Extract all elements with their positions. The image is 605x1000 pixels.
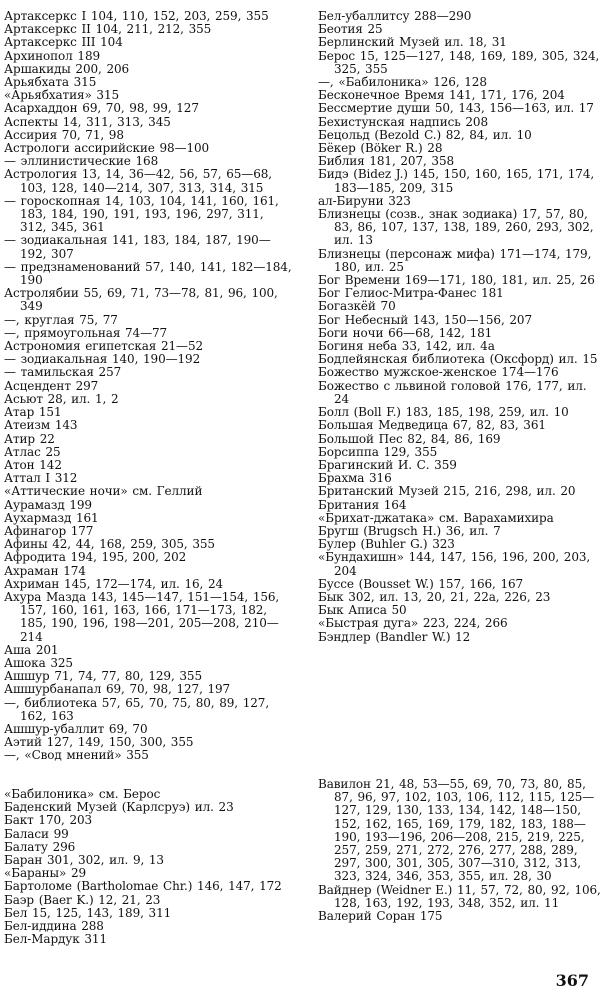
index-entry: Бартоломе (Bartholomae Chr.) 146, 147, 172 [4,879,282,894]
index-entry: Библия 181, 207, 358 [318,154,455,169]
index-entry: Ахраман 174 [4,563,86,578]
index-entry: Бёкер (Böker R.) 28 [318,141,443,156]
index-entry: Бесконечное Время 141, 171, 176, 204 [318,88,565,103]
index-entry: Вавилон 21, 48, 53—55, 69, 70, 73, 80, 85, 87, 96, 97, 102, 103, 106, 112, 115, 125—127, 129, 130, 133, 134, 142, 148—150, 152, 162, 165, 169, 179, 182, 183, 188—190, 193—196, 206—208, 215, 219, 225, 257, 259, 271, 272, 276, 277, 288, 289, 297, 300, 301, 305, 307—310, 312, 313, 323, 324, 346, 353, 355, ил. 28, 30 [318,777,595,884]
index-entry: Бог Времени 169—171, 180, 181, ил. 25, 26 [318,273,595,288]
index-entry: Афины 42, 44, 168, 259, 305, 355 [4,537,215,552]
index-entry: Астрономия египетская 21—52 [4,339,204,354]
index-entry: Ашока 325 [4,655,73,670]
index-entry: Бел-Мардук 311 [4,932,107,947]
index-entry: Афродита 194, 195, 200, 202 [4,550,187,565]
index-entry: Бодлейянская библиотека (Оксфорд) ил. 15 [318,352,598,367]
index-entry: —, библиотека 57, 65, 70, 75, 80, 89, 127, 162, 163 [4,695,270,723]
index-column-right-bottom [318,778,605,923]
index-entry: Архинопол 189 [4,48,101,63]
index-entry: Близнецы (персонаж мифа) 171—174, 179, 180, ил. 25 [318,246,592,274]
index-entry: — зодиакальная 140, 190—192 [4,352,201,367]
index-entry: Бел 15, 125, 143, 189, 311 [4,905,172,920]
index-entry: Борсиппа 129, 355 [318,444,438,459]
index-entry: Большой Пес 82, 84, 86, 169 [318,431,501,446]
index-entry: Аурамазд 199 [4,497,92,512]
index-entry: Асцендент 297 [4,378,99,393]
index-column-left-bottom [4,788,292,946]
index-entry: Астрология 13, 14, 36—42, 56, 57, 65—68, 103, 128, 140—214, 307, 313, 314, 315 [4,167,272,195]
index-entry: Артаксеркс III 104 [4,35,123,50]
index-entry: Аша 201 [4,642,59,657]
index-entry: Булер (Buhler G.) 323 [318,537,455,552]
index-entry: Ахура Мазда 143, 145—147, 151—154, 156, 157, 160, 161, 163, 166, 171—173, 182, 185, 190, 196, 198—201, 205—208, 210—214 [4,589,280,644]
index-entry: —, «Бабилоника» 126, 128 [318,75,487,90]
index-entry: Буссе (Bousset W.) 157, 166, 167 [318,576,524,591]
index-column-right-top [318,10,605,644]
index-entry: Британия 164 [318,497,407,512]
index-entry: Бидэ (Bidez J.) 145, 150, 160, 165, 171, 174, 183—185, 209, 315 [318,167,595,195]
index-entry: — предзнаменований 57, 140, 141, 182—184, 190 [4,259,292,288]
index-entry: Атон 142 [4,457,62,472]
index-entry: «Бараны» 29 [4,866,87,881]
index-entry: Астрологи ассирийские 98—100 [4,141,210,156]
index-entry: Большая Медведица 67, 82, 83, 361 [318,418,546,433]
index-entry: «Арьябхатия» 315 [4,88,120,103]
index-entry: Бог Небесный 143, 150—156, 207 [318,312,532,327]
index-entry: Бел-иддина 288 [4,919,104,934]
index-entry: Бык Аписа 50 [318,603,407,618]
index-entry: —, прямоугольная 74—77 [4,325,168,340]
index-entry: — тамильская 257 [4,365,122,380]
index-entry: Аспекты 14, 311, 313, 345 [4,114,171,129]
index-entry: Боги ночи 66—68, 142, 181 [318,325,493,340]
index-entry: Ашшурбанапал 69, 70, 98, 127, 197 [4,682,231,697]
index-entry: Аухармазд 161 [4,510,99,525]
index-entry: — зодиакальная 141, 183, 184, 187, 190—192, 307 [4,233,271,261]
index-entry: «Бундахишн» 144, 147, 156, 196, 200, 203, 204 [318,550,591,578]
index-entry: Британский Музей 215, 216, 298, ил. 20 [318,484,576,499]
index-entry: Аршакиды 200, 206 [4,61,130,76]
index-entry: Бел-убаллитсу 288—290 [318,9,472,23]
index-entry: —, круглая 75, 77 [4,312,118,327]
index-entry: Атар 151 [4,405,62,420]
index-entry: Бык 302, ил. 13, 20, 21, 22а, 226, 23 [318,589,551,604]
index-entry: Брахма 316 [318,471,392,486]
index-entry: Атеизм 143 [4,418,78,433]
index-entry: Асархаддон 69, 70, 98, 99, 127 [4,101,199,116]
index-entry: Валерий Соран 175 [318,909,443,924]
index-entry: Брагинский И. С. 359 [318,457,457,472]
index-entry: Богазкёй 70 [318,299,396,314]
index-entry: Ашшур-убаллит 69, 70 [4,721,148,736]
index-entry: Арьябхата 315 [4,75,97,90]
index-entry: Баласи 99 [4,826,69,841]
index-entry: Беотия 25 [318,22,383,37]
index-entry: Артаксеркс I 104, 110, 152, 203, 259, 355 [4,9,269,23]
index-entry: Аэтий 127, 149, 150, 300, 355 [4,735,194,750]
index-entry: Вайднер (Weidner E.) 11, 57, 72, 80, 92, 106, 128, 163, 192, 193, 348, 352, ил. 11 [318,882,601,910]
index-entry: Божество с львиной головой 176, 177, ил. 24 [318,378,587,406]
index-entry: Богиня неба 33, 142, ил. 4а [318,339,495,354]
index-entry: Божество мужское-женское 174—176 [318,365,559,380]
index-entry: Атир 22 [4,431,55,446]
index-entry: Бог Гелиос-Митра-Фанес 181 [318,286,504,301]
index-entry: Берлинский Музей ил. 18, 31 [318,35,507,50]
index-entry: Атлас 25 [4,444,61,459]
index-entry: Ашшур 71, 74, 77, 80, 129, 355 [4,669,202,684]
index-entry: «Быстрая дуга» 223, 224, 266 [318,616,508,631]
index-entry: Баэр (Baer K.) 12, 21, 23 [4,892,161,907]
index-entry: — гороскопная 14, 103, 104, 141, 160, 161, 183, 184, 190, 191, 193, 196, 297, 311, 312, 345, 361 [4,193,279,235]
index-entry: Бессмертие души 50, 143, 156—163, ил. 17 [318,101,594,116]
index-entry: Аттал I 312 [4,471,78,486]
index-entry: Болл (Boll F.) 183, 185, 198, 259, ил. 10 [318,405,569,420]
index-entry: —, «Свод мнений» 355 [4,748,149,763]
index-entry: Берос 15, 125—127, 148, 169, 189, 305, 324, 325, 355 [318,48,600,76]
index-column-left-top [4,10,292,763]
index-entry: Близнецы (созв., знак зодиака) 17, 57, 80, 83, 86, 107, 137, 138, 189, 260, 293, 302, ил. 13 [318,207,594,248]
index-entry: Баран 301, 302, ил. 9, 13 [4,853,164,868]
index-entry: Баденский Музей (Карлсруэ) ил. 23 [4,800,234,815]
index-entry: Бехистунская надпись 208 [318,114,488,129]
index-entry: «Брихат-джатака» см. Варахамихира [318,510,554,525]
index-entry: Асьют 28, ил. 1, 2 [4,391,119,406]
index-entry: Балату 296 [4,839,76,854]
index-entry: Бэндлер (Bandler W.) 12 [318,629,471,644]
index-entry: Бругш (Brugsch H.) 36, ил. 7 [318,523,501,538]
index-entry: Бакт 170, 203 [4,813,93,828]
index-entry: Ахриман 145, 172—174, ил. 16, 24 [4,576,224,591]
page-number: 367 [555,971,589,990]
index-entry: Астролябии 55, 69, 71, 73—78, 81, 96, 100, 349 [4,286,278,314]
index-entry: «Бабилоника» см. Берос [4,787,161,801]
index-entry: Бецольд (Bezold C.) 82, 84, ил. 10 [318,127,532,142]
index-entry: Артаксеркс II 104, 211, 212, 355 [4,22,212,37]
index-entry: Афинагор 177 [4,523,94,538]
index-entry: Ассирия 70, 71, 98 [4,127,124,142]
index-entry: ал-Бируни 323 [318,193,411,208]
index-entry: — эллинистические 168 [4,154,159,169]
index-entry: «Аттические ночи» см. Геллий [4,484,203,499]
